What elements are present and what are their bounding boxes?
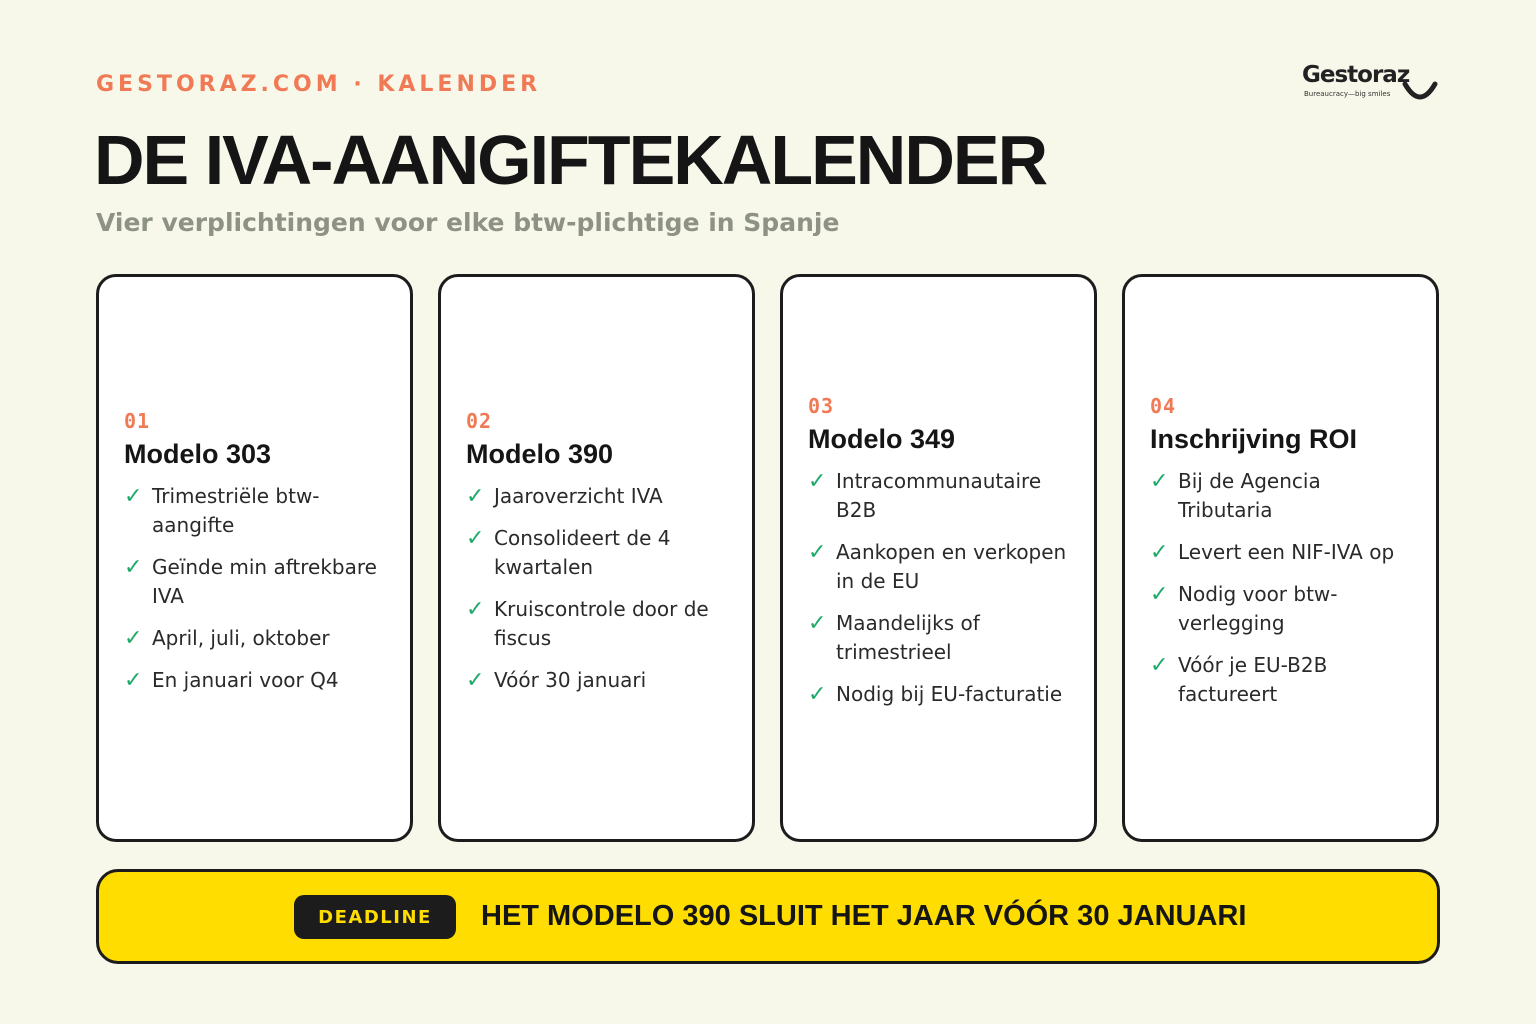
list-item-text: Nodig voor btw-verlegging (1178, 582, 1338, 635)
check-icon: ✓ (1150, 469, 1169, 494)
check-icon: ✓ (466, 525, 485, 551)
check-icon: ✓ (808, 540, 827, 565)
check-icon: ✓ (124, 667, 143, 693)
check-icon: ✓ (466, 483, 485, 509)
list-item-text: En januari voor Q4 (152, 667, 339, 692)
deadline-banner (96, 869, 1440, 964)
deadline-badge: DEADLINE (294, 895, 456, 939)
card-modelo-303 (96, 274, 413, 842)
check-icon: ✓ (808, 611, 827, 636)
card-title: Inschrijving ROI (1150, 424, 1358, 454)
card-title: Modelo 303 (124, 438, 272, 469)
list-item (466, 595, 728, 653)
deadline-text: HET MODELO 390 SLUIT HET JAAR VÓÓR 30 JANUARI (481, 900, 1247, 932)
page-subtitle: Vier verplichtingen voor elke btw-plichtige in Spanje (96, 208, 840, 237)
list-item-text: April, juli, oktober (152, 625, 330, 650)
card-list (1150, 467, 1412, 722)
card-modelo-349 (780, 274, 1097, 842)
check-icon: ✓ (808, 469, 827, 494)
check-icon: ✓ (124, 483, 143, 509)
list-item-text: Aankopen en verkopen in de EU (836, 540, 1067, 593)
list-item (1150, 651, 1412, 709)
card-list (124, 482, 386, 708)
logo-wordmark: Gestoraz (1302, 62, 1410, 88)
list-item-text: Nodig bij EU-facturatie (836, 682, 1063, 706)
list-item (466, 524, 728, 582)
card-number: 04 (1150, 394, 1177, 418)
list-item-text: Kruiscontrole door de fiscus (494, 596, 709, 650)
check-icon: ✓ (808, 682, 827, 707)
card-title: Modelo 390 (466, 438, 614, 469)
check-icon: ✓ (1150, 540, 1169, 565)
card-list (466, 482, 728, 708)
list-item (124, 553, 386, 611)
card-number: 02 (466, 408, 493, 433)
list-item-text: Jaaroverzicht IVA (494, 483, 663, 508)
list-item-text: Intracommunautaire B2B (836, 469, 1042, 522)
card-title: Modelo 349 (808, 424, 956, 454)
list-item (124, 482, 386, 540)
list-item-text: Geïnde min aftrekbare IVA (152, 554, 377, 608)
list-item-text: Bij de Agencia Tributaria (1178, 469, 1321, 522)
list-item-text: Consolideert de 4 kwartalen (494, 525, 671, 579)
list-item (1150, 538, 1412, 567)
list-item-text: Trimestriële btw-aangifte (152, 483, 320, 537)
card-list (808, 467, 1070, 722)
list-item-text: Vóór je EU-B2B factureert (1178, 653, 1328, 706)
card-number: 01 (124, 408, 151, 433)
smile-icon (1402, 80, 1438, 106)
list-item-text: Maandelijks of trimestrieel (836, 611, 980, 664)
list-item (808, 680, 1070, 709)
card-inschrijving-roi (1122, 274, 1439, 842)
list-item (466, 482, 728, 511)
list-item (1150, 467, 1412, 525)
check-icon: ✓ (124, 625, 143, 651)
list-item (466, 666, 728, 695)
page-title: DE IVA-AANGIFTEKALENDER (94, 121, 1047, 199)
list-item (808, 609, 1070, 667)
check-icon: ✓ (466, 667, 485, 693)
list-item (124, 666, 386, 695)
card-number: 03 (808, 394, 835, 418)
logo-tagline: Bureaucracy—big smiles (1304, 90, 1391, 98)
card-modelo-390 (438, 274, 755, 842)
list-item (1150, 580, 1412, 638)
check-icon: ✓ (466, 596, 485, 622)
list-item (808, 467, 1070, 525)
list-item-text: Vóór 30 januari (494, 667, 647, 692)
check-icon: ✓ (1150, 582, 1169, 607)
eyebrow: GESTORAZ.COM · KALENDER (96, 72, 542, 97)
list-item-text: Levert een NIF-IVA op (1178, 540, 1395, 564)
list-item (808, 538, 1070, 596)
check-icon: ✓ (1150, 653, 1169, 678)
check-icon: ✓ (124, 554, 143, 580)
list-item (124, 624, 386, 653)
gestoraz-logo[interactable] (1302, 62, 1442, 106)
